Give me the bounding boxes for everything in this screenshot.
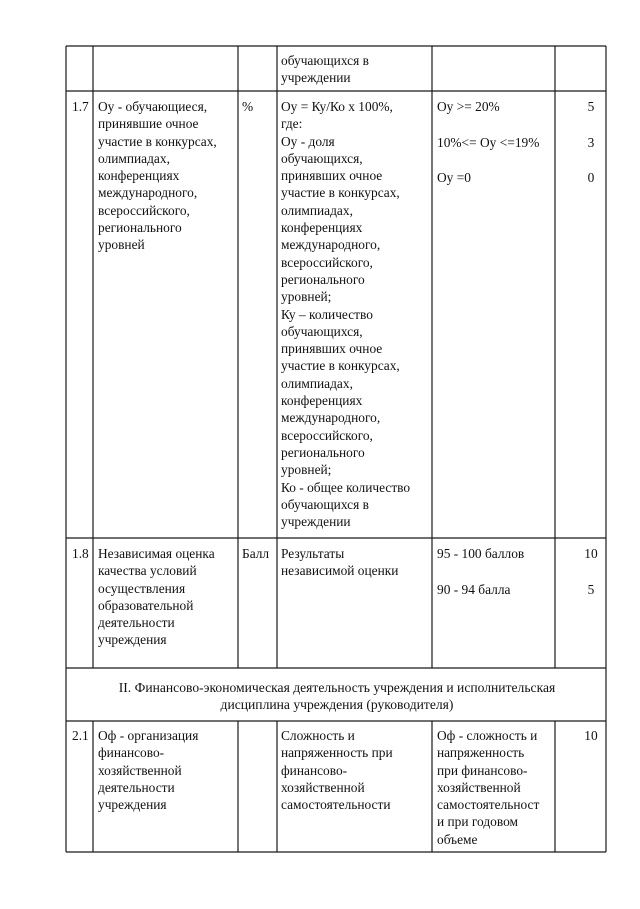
row-1-8-condition-2: 90 - 94 балла: [437, 582, 511, 597]
calc-line: хозяйственной: [281, 779, 365, 795]
calc-line: всероссийского,: [281, 254, 373, 270]
calc-line: уровней;: [281, 462, 332, 478]
name-line: олимпиадах,: [98, 150, 170, 166]
calc-line: учреждении: [281, 70, 351, 86]
calc-line: участие в конкурсах,: [281, 358, 400, 374]
calc-line: независимой оценки: [281, 563, 399, 579]
row-2-1-condition-cell: [437, 727, 539, 848]
calc-line: напряженность при: [281, 745, 393, 761]
calc-line: Ко - общее количество: [281, 479, 411, 495]
calc-line: конференциях: [281, 220, 363, 236]
row-1-7-condition-3: Оу =0: [437, 170, 471, 185]
row-1-7-number: 1.7: [72, 99, 89, 114]
condition-line: Оф - сложность и: [437, 728, 538, 743]
row-2-1-number: 2.1: [72, 728, 89, 743]
name-line: деятельности: [98, 779, 175, 795]
row-1-6-calc-cell: [281, 52, 369, 87]
name-line: конференциях: [98, 168, 180, 184]
row-1-7-condition-2: 10%<= Оу <=19%: [437, 135, 540, 150]
calc-line: олимпиадах,: [281, 202, 353, 218]
name-line: регионального: [98, 220, 182, 236]
row-1-8-calc-cell: [281, 545, 398, 580]
name-line: осуществления: [98, 580, 186, 596]
calc-line: Результаты: [281, 546, 345, 561]
calc-line: регионального: [281, 444, 365, 460]
calc-line: Оу - доля: [281, 133, 335, 149]
row-1-8-name-cell: [98, 545, 215, 649]
calc-line: олимпиадах,: [281, 375, 353, 391]
section-title-line: II. Финансово-экономическая деятельность учреждения и исполнительская: [118, 680, 556, 695]
calc-line: уровней;: [281, 289, 332, 305]
calc-line: обучающихся в: [281, 496, 369, 512]
name-line: учреждения: [98, 797, 167, 813]
name-line: учреждения: [98, 632, 167, 648]
name-line: качества условий: [98, 563, 197, 579]
row-1-7-score-3: 0: [587, 170, 595, 185]
calc-line: принявших очное: [281, 168, 383, 184]
calc-line: Оу = Ку/Ко х 100%,: [281, 99, 393, 114]
name-line: образовательной: [98, 597, 194, 613]
name-line: всероссийского,: [98, 202, 190, 218]
row-1-8-condition-1: 95 - 100 баллов: [437, 546, 525, 561]
row-1-8-score-1: 10: [584, 546, 598, 561]
calc-line: международного,: [281, 410, 381, 426]
row-1-7-name-cell: [98, 98, 217, 254]
row-1-7-calc-cell: [281, 98, 410, 530]
row-1-7-score-1: 5: [587, 99, 595, 114]
section-2-title: [68, 679, 606, 714]
calc-line: учреждении: [281, 514, 351, 530]
calc-line: регионального: [281, 271, 365, 287]
row-1-8-number: 1.8: [72, 546, 89, 561]
condition-line: и при годовом: [437, 814, 519, 830]
condition-line: напряженность: [437, 745, 525, 761]
condition-line: самостоятельност: [437, 797, 540, 813]
row-2-1-name-cell: [98, 727, 198, 813]
condition-line: хозяйственной: [437, 779, 521, 795]
row-1-7-score-2: 3: [587, 135, 595, 150]
calc-line: участие в конкурсах,: [281, 185, 400, 201]
row-1-7-condition-1: Оу >= 20%: [437, 99, 500, 114]
name-line: Независимая оценка: [98, 546, 215, 561]
calc-line: обучающихся,: [281, 323, 363, 339]
calc-line: самостоятельности: [281, 797, 391, 813]
row-1-7-unit: %: [242, 99, 254, 114]
condition-line: объеме: [437, 831, 478, 847]
calc-line: международного,: [281, 237, 381, 253]
calc-line: обучающихся,: [281, 150, 363, 166]
calc-line: обучающихся в: [281, 53, 369, 68]
calc-line: принявших очное: [281, 341, 383, 357]
calc-line: Ку – количество: [281, 306, 373, 322]
row-1-8-unit: Балл: [242, 546, 270, 561]
name-line: Оу - обучающиеся,: [98, 99, 208, 114]
name-line: участие в конкурсах,: [98, 133, 217, 149]
name-line: принявшие очное: [98, 116, 199, 132]
row-1-8-score-2: 5: [587, 582, 595, 597]
calc-line: всероссийского,: [281, 427, 373, 443]
condition-line: при финансово-: [437, 762, 528, 778]
name-line: Оф - организация: [98, 728, 199, 743]
calc-line: где:: [281, 116, 303, 132]
calc-line: Сложность и: [281, 728, 355, 743]
name-line: финансово-: [98, 745, 165, 761]
name-line: деятельности: [98, 615, 175, 631]
calc-line: конференциях: [281, 393, 363, 409]
calc-line: финансово-: [281, 762, 348, 778]
section-title-line: дисциплина учреждения (руководителя): [220, 697, 454, 713]
row-2-1-score: 10: [584, 728, 598, 743]
name-line: уровней: [98, 237, 145, 253]
name-line: международного,: [98, 185, 198, 201]
name-line: хозяйственной: [98, 762, 182, 778]
row-2-1-calc-cell: [281, 727, 393, 813]
